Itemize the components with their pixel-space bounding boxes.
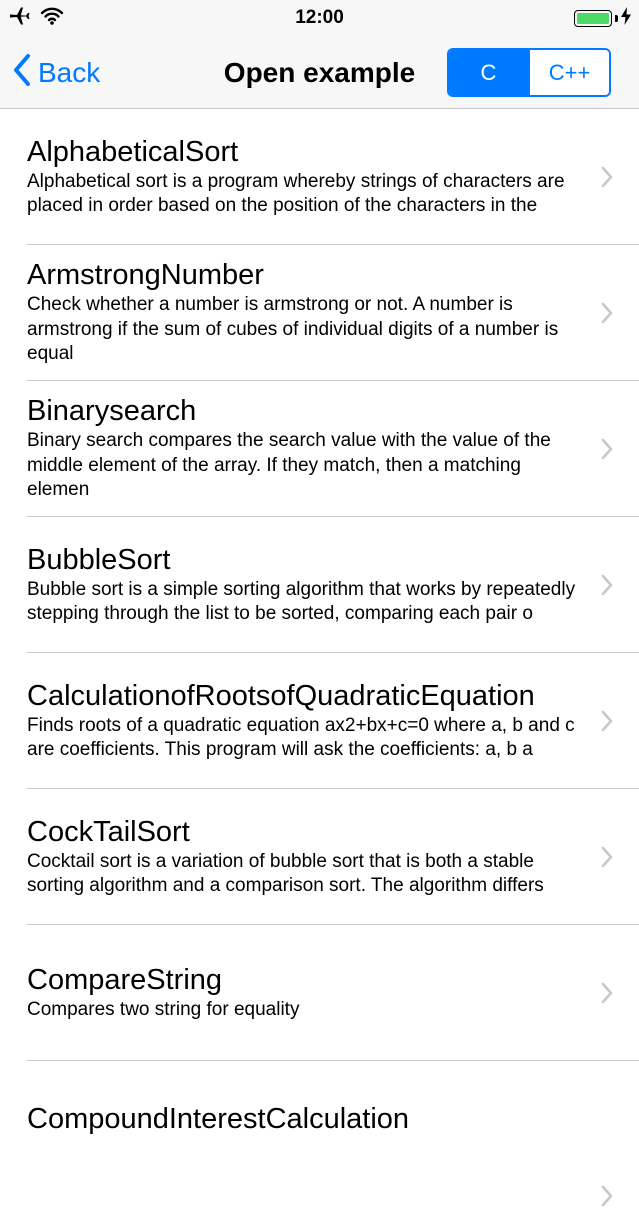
language-segmented-control	[447, 48, 611, 97]
list-item-description: Cocktail sort is a variation of bubble sort that is both a stable sorting algorithm and a comparison sort. The algorithm differs	[27, 850, 544, 896]
list-item-title: CalculationofRootsofQuadraticEquation	[27, 679, 535, 712]
battery-cap	[615, 15, 618, 22]
list-item-content	[27, 109, 579, 245]
list-item-description: Compares two string for equality	[27, 998, 300, 1020]
battery-level	[577, 13, 609, 24]
list-item[interactable]	[0, 789, 639, 925]
charging-bolt-icon	[621, 7, 631, 30]
list-item-content	[27, 1061, 579, 1197]
chevron-right-icon	[601, 166, 613, 188]
list-item[interactable]	[0, 381, 639, 517]
list-item-description: Alphabetical sort is a program whereby strings of characters are placed in order based on the position of the characters in the	[27, 170, 565, 216]
list-item-description: Check whether a number is armstrong or not. A number is armstrong if the sum of cubes of individual digits of a number is equal	[27, 294, 559, 365]
list-item[interactable]	[0, 653, 639, 789]
list-item-content	[27, 925, 579, 1061]
chevron-right-icon	[601, 846, 613, 868]
back-button[interactable]	[12, 53, 100, 93]
list-item[interactable]	[0, 245, 639, 381]
list-item-content	[27, 789, 579, 925]
list-item-title: ArmstrongNumber	[27, 259, 264, 292]
status-bar	[0, 0, 639, 36]
list-item-title: CompoundInterestCalculation	[27, 1103, 410, 1135]
list-item-title: AlphabeticalSort	[27, 135, 239, 168]
list-item[interactable]	[0, 109, 639, 245]
chevron-right-icon	[601, 710, 613, 732]
chevron-right-icon	[601, 438, 613, 460]
list-item[interactable]	[0, 925, 639, 1061]
list-item-description: Bubble sort is a simple sorting algorithm that works by repeatedly stepping through the list to be sorted, comparing each pair o	[27, 578, 576, 624]
list-item-title: BubbleSort	[27, 543, 171, 576]
list-item[interactable]	[0, 1061, 639, 1197]
status-time: 12:00	[295, 7, 344, 28]
chevron-right-icon	[601, 302, 613, 324]
list-item-title: CockTailSort	[27, 815, 190, 848]
list-item-title: Binarysearch	[27, 395, 197, 428]
back-chevron-icon	[12, 53, 32, 94]
page-title: Open example	[223, 57, 416, 88]
list-item-content	[27, 653, 595, 789]
list-item-description: Finds roots of a quadratic equation ax2+bx+c=0 where a, b and c are coefficients. This program will ask the coefficients: a, b a	[27, 714, 575, 760]
battery-icon	[574, 10, 612, 27]
chevron-right-icon	[601, 1185, 613, 1207]
list-item-content	[27, 245, 579, 381]
list-item-content	[27, 517, 579, 653]
navigation-bar	[0, 36, 639, 109]
chevron-right-icon	[601, 574, 613, 596]
list-item-description: Binary search compares the search value with the value of the middle element of the array. If they match, then a matching elemen	[27, 430, 551, 501]
examples-list	[0, 109, 639, 1197]
list-item-title: CompareString	[27, 963, 223, 996]
back-label: Back	[38, 57, 101, 88]
list-item[interactable]	[0, 517, 639, 653]
chevron-right-icon	[601, 982, 613, 1004]
segment-cpp[interactable]: C++	[528, 50, 609, 95]
status-right-icons	[574, 8, 631, 28]
list-item-content	[27, 381, 579, 517]
segment-c[interactable]: C	[449, 50, 528, 95]
